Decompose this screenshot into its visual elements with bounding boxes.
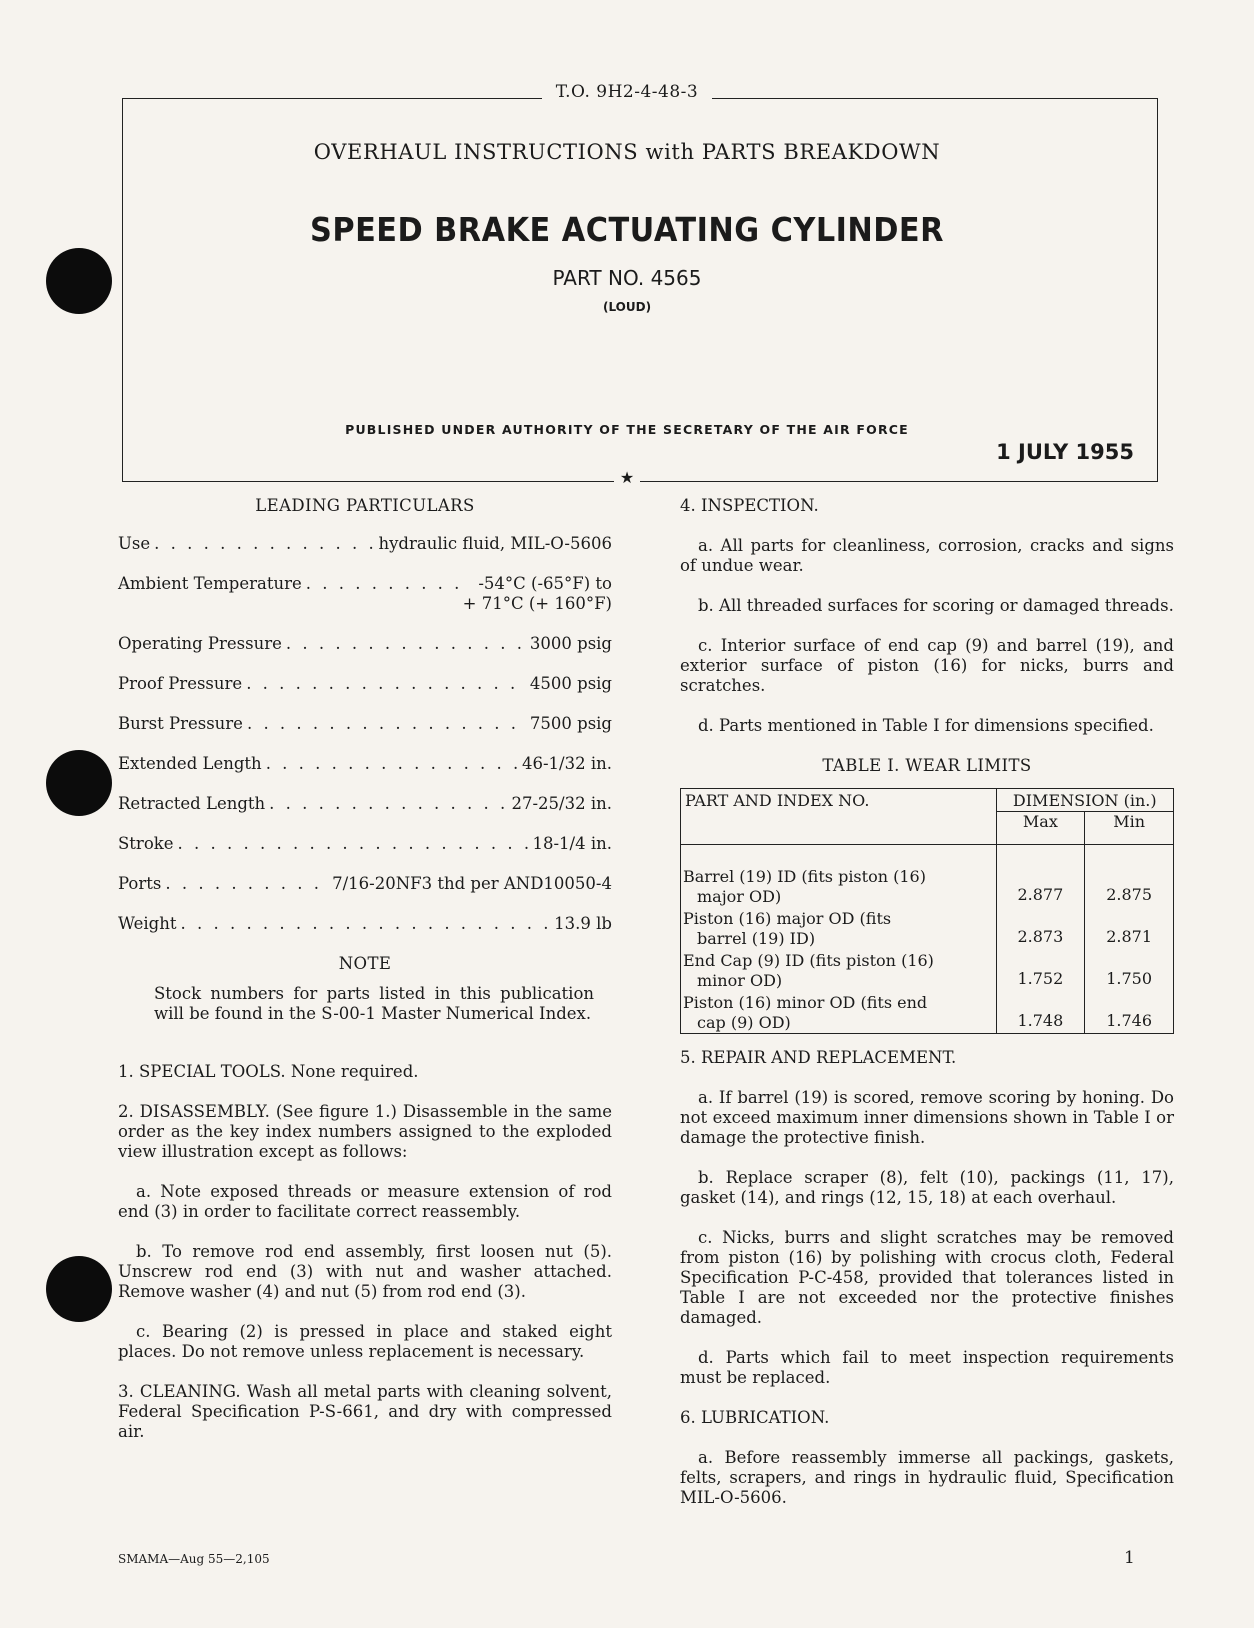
manufacturer-code: (LOUD)	[602, 300, 652, 314]
lubrication-a-paragraph: a. Before reassembly immerse all packings, gaskets, felts, scrapers, and rings in hydraulic fluid, Specification MIL-O-5606.	[680, 1448, 1174, 1507]
spec-row-retracted-length: Retracted Length . . . 27-25/32 in.	[118, 794, 612, 814]
punch-hole-bottom	[46, 1256, 112, 1322]
spec-row-weight: Weight . . . 13.9 lb	[118, 914, 612, 934]
inspection-heading: 4. INSPECTION.	[680, 496, 819, 515]
special-tools-paragraph: 1. SPECIAL TOOLS. None required.	[118, 1062, 419, 1081]
table-row: End Cap (9) ID (fits piston (16) minor OD) 1.752 1.750	[681, 949, 1174, 991]
disassembly-paragraph: 2. DISASSEMBLY. (See figure 1.) Disassemble in the same order as the key index numbers assigned to the exploded view illustration except as follows:	[118, 1102, 612, 1161]
inspection-b-paragraph: b. All threaded surfaces for scoring or damaged threads.	[698, 596, 1174, 615]
print-code: SMAMA—Aug 55—2,105	[118, 1552, 270, 1566]
note-text: Stock numbers for parts listed in this publication will be found in the S-00-1 Master Numerical Index.	[154, 984, 594, 1023]
document-title: SPEED BRAKE ACTUATING CYLINDER	[310, 210, 944, 249]
star-divider: ★	[0, 470, 1254, 486]
spec-row-operating-pressure: Operating Pressure . . . 3000 psig	[118, 634, 612, 654]
spec-row-ambient-temperature: Ambient Temperature . . . -54°C (-65°F) to + 71°C (+ 160°F)	[118, 574, 612, 614]
spec-row-ports: Ports . . . 7/16-20NF3 thd per AND10050-4	[118, 874, 612, 894]
inspection-a-paragraph: a. All parts for cleanliness, corrosion, cracks and signs of undue wear.	[680, 536, 1174, 575]
table-row: Barrel (19) ID (fits piston (16) major OD) 2.877 2.875	[681, 845, 1174, 908]
part-number: PART NO. 4565	[552, 266, 702, 290]
table-row: Piston (16) minor OD (fits end cap (9) OD) 1.748 1.746	[681, 991, 1174, 1034]
to-number: T.O. 9H2-4-48-3	[0, 82, 1254, 102]
table-header-max: Max	[996, 812, 1085, 845]
leading-particulars-heading: LEADING PARTICULARS	[255, 496, 475, 515]
repair-a-paragraph: a. If barrel (19) is scored, remove scoring by honing. Do not exceed maximum inner dimensions shown in Table I or damage the protective finish.	[680, 1088, 1174, 1147]
disassembly-b-paragraph: b. To remove rod end assembly, first loosen nut (5). Unscrew rod end (3) with nut and washer attached. Remove washer (4) and nut (5) from rod end (3).	[118, 1242, 612, 1301]
table-header-part: PART AND INDEX NO.	[681, 789, 997, 845]
inspection-d-paragraph: d. Parts mentioned in Table I for dimensions specified.	[698, 716, 1154, 735]
inspection-c-paragraph: c. Interior surface of end cap (9) and barrel (19), and exterior surface of piston (16) for nicks, burrs and scratches.	[680, 636, 1174, 695]
publication-date: 1 JULY 1955	[996, 440, 1134, 464]
spec-row-stroke: Stroke . . . 18-1/4 in.	[118, 834, 612, 854]
punch-hole-middle	[46, 750, 112, 816]
repair-d-paragraph: d. Parts which fail to meet inspection requirements must be replaced.	[680, 1348, 1174, 1387]
publication-authority: PUBLISHED UNDER AUTHORITY OF THE SECRETARY OF THE AIR FORCE	[345, 422, 909, 437]
document-kind: OVERHAUL INSTRUCTIONS with PARTS BREAKDOWN	[313, 140, 941, 164]
table-header-dimension: DIMENSION (in.)	[996, 789, 1173, 812]
right-column	[680, 496, 1174, 1528]
wear-table-caption: TABLE I. WEAR LIMITS	[822, 756, 1032, 775]
table-header-min: Min	[1085, 812, 1174, 845]
disassembly-a-paragraph: a. Note exposed threads or measure extension of rod end (3) in order to facilitate correct reassembly.	[118, 1182, 612, 1221]
left-column	[118, 496, 612, 1462]
table-row: Piston (16) major OD (fits barrel (19) ID) 2.873 2.871	[681, 907, 1174, 949]
spec-row-extended-length: Extended Length . . . 46-1/32 in.	[118, 754, 612, 774]
repair-c-paragraph: c. Nicks, burrs and slight scratches may be removed from piston (16) by polishing with crocus cloth, Federal Specification P-C-458, provided that tolerances listed in Table I are not exceeded nor the protective finishes damaged.	[680, 1228, 1174, 1327]
repair-b-paragraph: b. Replace scraper (8), felt (10), packings (11, 17), gasket (14), and rings (12, 15, 18) at each overhaul.	[680, 1168, 1174, 1207]
spec-row-burst-pressure: Burst Pressure . . . 7500 psig	[118, 714, 612, 734]
cleaning-paragraph: 3. CLEANING. Wash all metal parts with cleaning solvent, Federal Specification P-S-661, and dry with compressed air.	[118, 1382, 612, 1441]
spec-row-use: Use . . . hydraulic fluid, MIL-O-5606	[118, 534, 612, 554]
note-heading: NOTE	[338, 954, 392, 973]
spec-row-proof-pressure: Proof Pressure . . . 4500 psig	[118, 674, 612, 694]
repair-heading: 5. REPAIR AND REPLACEMENT.	[680, 1048, 957, 1067]
lubrication-heading: 6. LUBRICATION.	[680, 1408, 830, 1427]
disassembly-c-paragraph: c. Bearing (2) is pressed in place and staked eight places. Do not remove unless replacement is necessary.	[118, 1322, 612, 1361]
wear-limits-table	[680, 788, 1174, 1034]
page-number: 1	[1124, 1548, 1135, 1568]
